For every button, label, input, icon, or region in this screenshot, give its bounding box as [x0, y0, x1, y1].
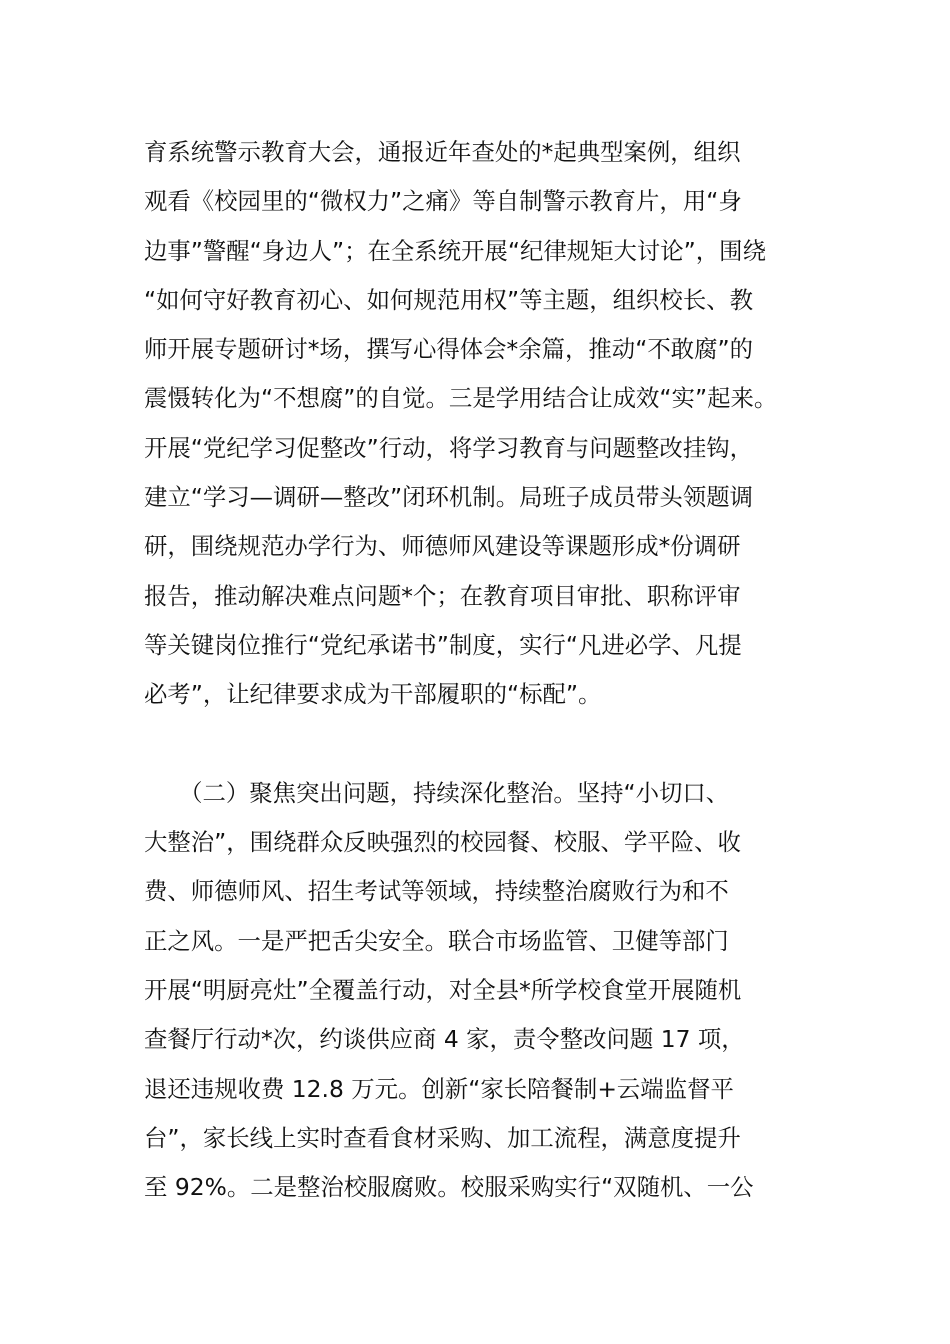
text-line: 至 92%。二是整治校服腐败。校服采购实行“双随机、一公 — [144, 1173, 754, 1202]
text-line: （二）聚焦突出问题，持续深化整治。坚持“小切口、 — [144, 778, 730, 807]
text-line: 观看《校园里的“微权力”之痛》等自制警示教育片，用“身 — [144, 187, 742, 216]
text-line: 建立“学习—调研—整改”闭环机制。局班子成员带头领题调 — [144, 483, 753, 512]
text-line: 正之风。一是严把舌尖安全。联合市场监管、卫健等部门 — [144, 926, 729, 955]
text-line: 开展“明厨亮灶”全覆盖行动，对全县*所学校食堂开展随机 — [144, 976, 742, 1005]
text-line: 边事”警醒“身边人”；在全系统开展“纪律规矩大讨论”，围绕 — [144, 236, 766, 265]
text-line: 报告，推动解决难点问题*个；在教育项目审批、职称评审 — [144, 581, 741, 610]
text-line: 费、师德师风、招生考试等领域，持续整治腐败行为和不 — [144, 877, 729, 906]
text-line: 研，围绕规范办学行为、师德师风建设等课题形成*份调研 — [144, 532, 741, 561]
text-line: 大整治”，围绕群众反映强烈的校园餐、校服、学平险、收 — [144, 828, 741, 857]
text-line: 等关键岗位推行“党纪承诺书”制度，实行“凡进必学、凡提 — [144, 630, 742, 659]
text-line: 查餐厅行动*次，约谈供应商 4 家，责令整改问题 17 项， — [144, 1025, 745, 1054]
paragraph-2 — [144, 769, 808, 1213]
text-line: 师开展专题研讨*场，撰写心得体会*余篇，推动“不敢腐”的 — [144, 335, 753, 364]
text-line: 开展“党纪学习促整改”行动，将学习教育与问题整改挂钩， — [144, 433, 753, 462]
text-line: 必考”，让纪律要求成为干部履职的“标配”。 — [144, 680, 602, 709]
document-body — [144, 128, 808, 1213]
paragraph-1 — [144, 128, 808, 720]
text-line: 育系统警示教育大会，通报近年查处的*起典型案例，组织 — [144, 138, 741, 166]
text-line: 台”，家长线上实时查看食材采购、加工流程，满意度提升 — [144, 1123, 741, 1152]
text-line: 震慑转化为“不想腐”的自觉。三是学用结合让成效“实”起来。 — [144, 384, 778, 413]
text-line: 退还违规收费 12.8 万元。创新“家长陪餐制+云端监督平 — [144, 1074, 734, 1103]
paragraph-spacer — [144, 720, 808, 769]
text-line: “如何守好教育初心、如何规范用权”等主题，组织校长、教 — [144, 285, 753, 314]
